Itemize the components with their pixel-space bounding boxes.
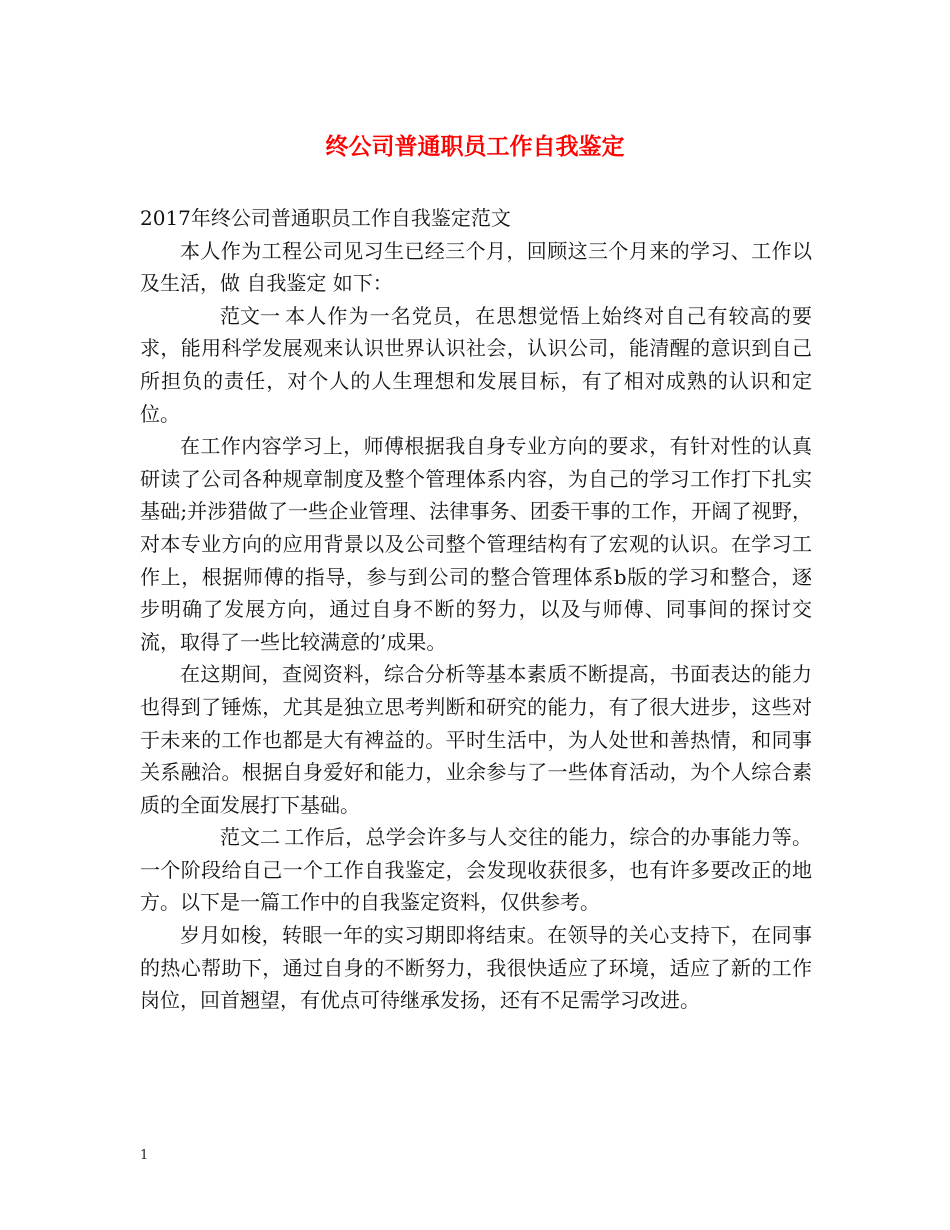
sample1-paragraph-2: 在工作内容学习上，师傅根据我自身专业方向的要求，有针对性的认真研读了公司各种规章制度及整个管理体系内容，为自己的学习工作打下扎实基础;并涉猎做了一些企业管理、法律事务、团委干事的工作，开阔了视野，对本专业方向的应用背景以及公司整个管理结构有了宏观的认识。在学习工作上，根据师傅的指导，参与到公司的整合管理体系b版的学习和整合，逐步明确了发展方向，通过自身不断的努力，以及与师傅、同事间的探讨交流，取得了一些比较满意的’成果。 — [140, 434, 812, 654]
document-title: 终公司普通职员工作自我鉴定 — [325, 133, 625, 160]
sample1-paragraph-3: 在这期间，查阅资料，综合分析等基本素质不断提高，书面表达的能力也得到了锤炼，尤其是独立思考判断和研究的能力，有了很大进步，这些对于未来的工作也都是大有裨益的。平时生活中，为人处世和善热情，和同事关系融洽。根据自身爱好和能力，业余参与了一些体育活动，为个人综合素质的全面发展打下基础。 — [140, 662, 812, 817]
sample1-label: 范文一 — [220, 303, 280, 328]
sample2-label: 范文二 — [220, 825, 280, 850]
sample2-paragraph-1 — [140, 821, 812, 919]
sample1-paragraph-1-text: 本人作为一名党员，在思想觉悟上始终对自己有较高的要求，能用科学发展观来认识世界认识社会，认识公司，能清醒的意识到自己所担负的责任，对个人的人生理想和发展目标，有了相对成熟的认识和定位。 — [140, 303, 812, 426]
intro-paragraph: 本人作为工程公司见习生已经三个月，回顾这三个月来的学习、工作以及生活，做 自我鉴定 如下： — [140, 238, 812, 296]
sample1-paragraph-1 — [140, 300, 812, 430]
page-number: 1 — [140, 1148, 149, 1163]
sample2-paragraph-1-text: 工作后，总学会许多与人交往的能力，综合的办事能力等。一个阶段给自己一个工作自我鉴定，会发现收获很多，也有许多要改正的地方。以下是一篇工作中的自我鉴定资料，仅供参考。 — [140, 825, 812, 915]
document-subtitle: 2017年终公司普通职员工作自我鉴定范文 — [140, 206, 511, 230]
sample2-paragraph-2: 岁月如梭，转眼一年的实习期即将结束。在领导的关心支持下，在同事的热心帮助下，通过自身的不断努力，我很快适应了环境，适应了新的工作岗位，回首翘望，有优点可待继承发扬，还有不足需学习改进。 — [140, 923, 812, 1013]
document-body — [140, 202, 812, 1017]
